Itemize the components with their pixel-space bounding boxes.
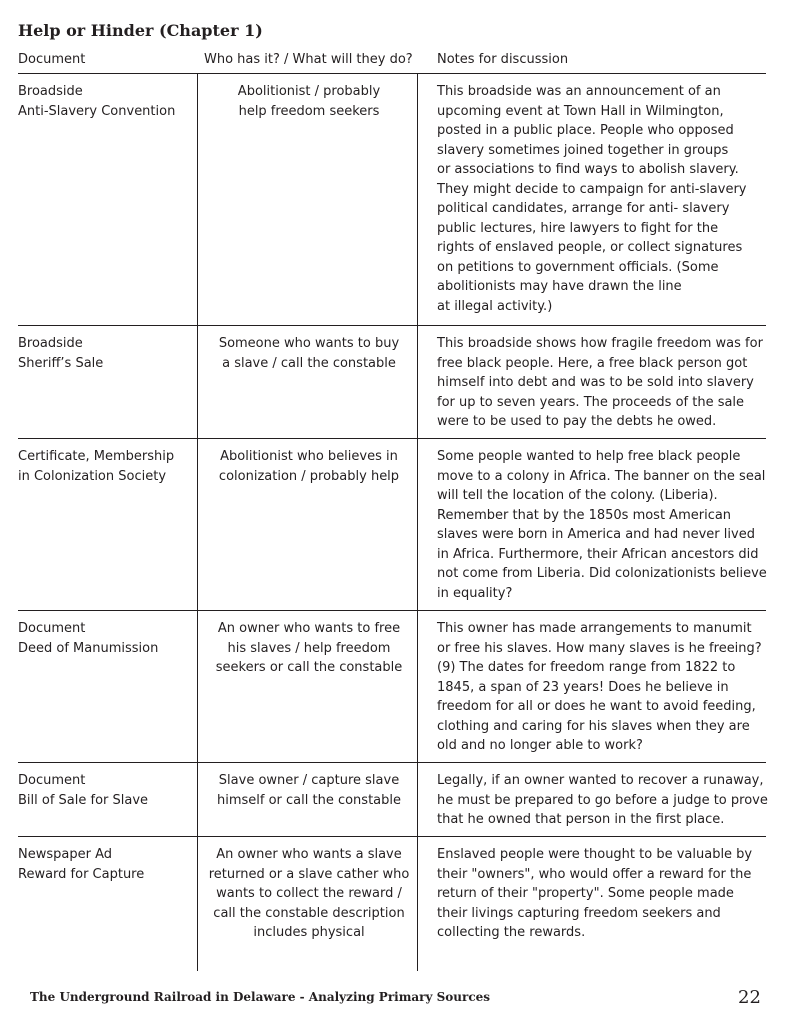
table-cell-who: Abolitionist who believes in colonization / probably help bbox=[218, 449, 400, 484]
row-divider bbox=[18, 836, 766, 837]
row-divider bbox=[18, 610, 766, 611]
table-cell-document: Certificate, Membership in Colonization Society bbox=[18, 449, 175, 484]
table-cell-document: Broadside Anti-Slavery Convention bbox=[18, 84, 176, 119]
table-cell-notes: This broadside shows how fragile freedom was for free black people. Here, a free black person got himself into debt and was to be sold into slavery for up to seven years. The proceeds of the sale were to be used to pay the debts he owed. bbox=[437, 336, 763, 429]
table-cell-who: An owner who wants a slave returned or a slave cather who wants to collect the reward / call the constable description includes physical bbox=[208, 847, 410, 940]
table-cell-who: Someone who wants to buy a slave / call the constable bbox=[218, 336, 400, 371]
table-cell-notes: Enslaved people were thought to be valuable by their "owners", who would offer a reward for the return of their "property". Some people made their livings capturing freedom seekers and collecting the rewards. bbox=[437, 847, 753, 940]
table-cell-document: Broadside Sheriff’s Sale bbox=[18, 336, 104, 371]
table-cell-who: Abolitionist / probably help freedom seekers bbox=[237, 84, 381, 119]
column-header-who: Who has it? / What will they do? bbox=[204, 52, 413, 67]
table-cell-document: Newspaper Ad Reward for Capture bbox=[18, 847, 145, 882]
table-cell-who: Slave owner / capture slave himself or call the constable bbox=[216, 773, 401, 808]
column-header-document: Document bbox=[18, 52, 86, 67]
footer-text: The Underground Railroad in Delaware - Analyzing Primary Sources bbox=[30, 990, 491, 1004]
table-header-rule bbox=[18, 73, 766, 74]
table-cell-notes: This broadside was an announcement of an upcoming event at Town Hall in Wilmington, posted in a public place. People who opposed slavery sometimes joined together in groups or associations to find ways to abolish slavery. They might decide to campaign for anti-slavery political candidates, arrange for anti- slavery public lectures, hire lawyers to fight for the rights of enslaved people, or collect signatures on petitions to government officials. (Some abolitionists may have drawn the line at illegal activity.) bbox=[437, 84, 747, 314]
table-cell-document: Document Bill of Sale for Slave bbox=[18, 773, 149, 808]
table-cell-document: Document Deed of Manumission bbox=[18, 621, 159, 656]
page-number: 22 bbox=[738, 987, 761, 1008]
table-cell-notes: Some people wanted to help free black people move to a colony in Africa. The banner on the seal will tell the location of the colony. (Liberia). Remember that by the 1850s most American slaves were born in America and had never lived in Africa. Furthermore, their African ancestors did not come from Liberia. Did colonizationists believe in equality? bbox=[437, 449, 767, 601]
table-cell-notes: Legally, if an owner wanted to recover a runaway, he must be prepared to go before a judge to prove that he owned that person in the first place. bbox=[437, 773, 768, 827]
table-cell-who: An owner who wants to free his slaves / help freedom seekers or call the constable bbox=[215, 621, 403, 675]
row-divider bbox=[18, 438, 766, 439]
row-divider bbox=[18, 762, 766, 763]
page-title: Help or Hinder (Chapter 1) bbox=[18, 21, 263, 40]
row-divider bbox=[18, 325, 766, 326]
column-header-notes: Notes for discussion bbox=[437, 52, 569, 67]
table-cell-notes: This owner has made arrangements to manumit or free his slaves. How many slaves is he freeing? (9) The dates for freedom range from 1822 to 1845, a span of 23 years! Does he believe in freedom for all or does he want to avoid feeding, clothing and caring for his slaves when they are old and no longer able to work? bbox=[437, 621, 762, 753]
